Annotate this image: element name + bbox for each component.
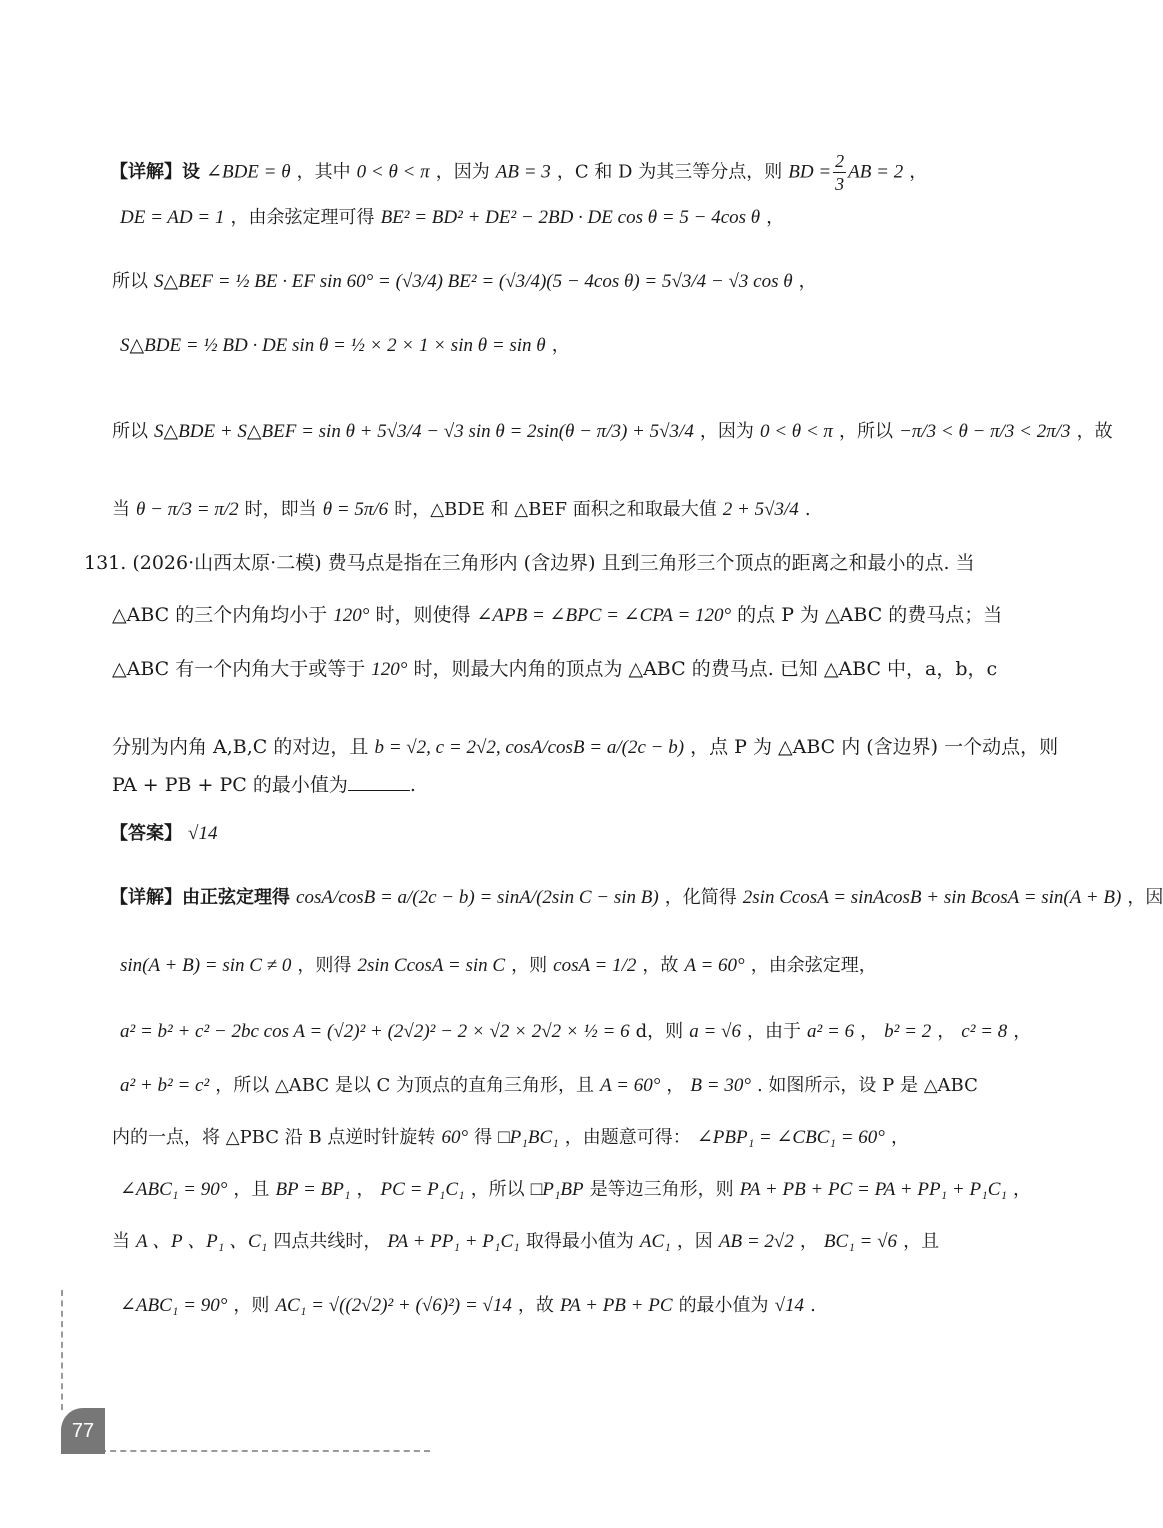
text: ，	[551, 335, 570, 356]
math: ∠APB = ∠BPC = ∠CPA = 120°	[476, 605, 732, 626]
math: cosA = 1/2	[553, 955, 637, 976]
math: B = 30°	[690, 1075, 751, 1096]
text: ，所以 △ABC 是以 C 为顶点的直角三角形，且	[215, 1075, 595, 1096]
fraction: $\frac{2}{3}$	[835, 151, 845, 194]
math: θ − π/3 = π/2	[136, 499, 239, 520]
q131-line-3	[112, 656, 997, 683]
math: AB = 2√2	[718, 1231, 794, 1252]
math: S△BEF = ½ BE · EF sin 60° = (√3/4) BE² = (√3/4)(5 − 4cos θ) = 5√3/4 − √3 cos θ	[154, 271, 793, 292]
text: ，	[1013, 1179, 1032, 1200]
answer-label: 【答案】	[110, 823, 182, 844]
math: a² = b² + c² − 2bc cos A = (√2)² + (2√2)² − 2 × √2 × 2√2 × ½ = 6	[120, 1021, 630, 1042]
math: PA + PP₁ + P₁C₁	[387, 1231, 520, 1252]
q131-line-2	[112, 602, 1002, 629]
math: BE² = BD² + DE² − 2BD · DE cos θ = 5 − 4cos θ	[380, 207, 761, 228]
text: d，则	[635, 1021, 684, 1042]
math: ∠BDE = θ	[206, 161, 291, 183]
math: 120°	[371, 659, 408, 680]
text: ，由题意可得：	[564, 1127, 691, 1148]
detail-label: 【详解】设	[110, 161, 200, 183]
text: 的最小值为	[678, 1295, 769, 1316]
text: 是等边三角形，则	[589, 1179, 734, 1200]
text: .	[810, 1295, 816, 1316]
footer-dashed-vertical	[61, 1290, 63, 1410]
math: ∠ABC₁ = 90°	[120, 1295, 228, 1316]
text: 当	[112, 499, 130, 520]
math: S△BDE + S△BEF = sin θ + 5√3/4 − √3 sin θ = 2sin(θ − π/3) + 5√3/4	[154, 421, 694, 442]
math: 0 < θ < π	[759, 421, 833, 442]
sol1-line-5	[112, 418, 1113, 445]
math: 120°	[333, 605, 370, 626]
text: ，因为	[435, 161, 490, 183]
text: 时，则最大内角的顶点为 △ABC 的费马点. 已知 △ABC 中，a，b，c	[413, 658, 998, 680]
text: 取得最小值为	[525, 1231, 634, 1252]
text: .	[409, 774, 416, 796]
math: A = 60°	[684, 955, 745, 976]
text: ，	[666, 1075, 685, 1096]
text: 得	[474, 1127, 493, 1148]
math: cosA/cosB = a/(2c − b) = sinA/(2sin C − sin B)	[296, 887, 659, 908]
answer-value: √14	[188, 823, 218, 844]
answer-line	[110, 820, 217, 847]
math: DE = AD = 1	[120, 207, 225, 228]
text: ，点 P 为 △ABC 内 (含边界) 一个动点，则	[690, 736, 1059, 758]
footer-dashed-horizontal	[100, 1450, 430, 1452]
text: △ABC 有一个内角大于或等于	[112, 658, 366, 680]
math: □P₁BC₁	[498, 1127, 559, 1148]
answer-blank	[348, 772, 410, 791]
text: ，则	[511, 955, 548, 976]
math: ∠ABC₁ = 90°	[120, 1179, 228, 1200]
math: AC₁	[639, 1231, 671, 1252]
text: 分别为内角 A,B,C 的对边，且	[112, 736, 369, 758]
text: ，由余弦定理可得	[230, 207, 375, 228]
math: 0 < θ < π	[356, 161, 430, 183]
text: ，	[937, 1021, 956, 1042]
text: ，	[860, 1021, 879, 1042]
text: ，故	[1076, 421, 1113, 442]
math: sin(A + B) = sin C ≠ 0	[120, 955, 292, 976]
sol2-line-2	[120, 952, 877, 979]
text: PA + PB + PC 的最小值为	[112, 774, 348, 796]
text: 所以	[112, 421, 148, 442]
sol2-line-3	[120, 1018, 1031, 1045]
math: b² = 2	[884, 1021, 932, 1042]
math: 2sin CcosA = sinAcosB + sin BcosA = sin(A + B)	[742, 887, 1122, 908]
text: ，且	[233, 1179, 270, 1200]
text: ，则	[233, 1295, 270, 1316]
text: ，因	[1127, 887, 1163, 908]
text: ，	[890, 1127, 909, 1148]
text: ，所以	[838, 421, 893, 442]
math: ∠PBP₁ = ∠CBC₁ = 60°	[696, 1127, 885, 1148]
sol1-line-4	[120, 332, 570, 359]
text: ，其中	[296, 161, 351, 183]
math: AB = 3	[495, 161, 551, 183]
sol1-line-2	[120, 204, 784, 231]
math: PA + PB + PC	[559, 1295, 673, 1316]
text: ，因	[676, 1231, 713, 1252]
sol2-line-6	[120, 1176, 1031, 1203]
text: 时，则使得	[375, 604, 471, 626]
text: ，	[798, 271, 817, 292]
text: ，C 和 D 为其三等分点，则	[556, 161, 783, 183]
sol2-line-1	[110, 884, 1163, 911]
q131-line-1	[84, 550, 975, 576]
text: 四点共线时，	[273, 1231, 382, 1252]
math: BC₁ = √6	[823, 1231, 898, 1252]
math: BP = BP₁	[275, 1179, 351, 1200]
text: ，因为	[699, 421, 754, 442]
sol2-line-7	[112, 1228, 939, 1255]
math: PC = P₁C₁	[380, 1179, 465, 1200]
text: ，	[356, 1179, 375, 1200]
math: √14	[774, 1295, 805, 1316]
sol1-line-3	[112, 268, 817, 295]
math: b = √2, c = 2√2, cosA/cosB = a/(2c − b)	[374, 737, 685, 758]
text: ，由于	[747, 1021, 801, 1042]
math: 60°	[441, 1127, 469, 1148]
text: 时，△BDE 和 △BEF 面积之和取最大值	[394, 499, 717, 520]
math: c² = 8	[961, 1021, 1008, 1042]
text: ，化简得	[664, 887, 737, 908]
text: △ABC 的三个内角均小于	[112, 604, 328, 626]
text: ，且	[903, 1231, 940, 1252]
math: A = 60°	[600, 1075, 661, 1096]
text: ，故	[642, 955, 679, 976]
math: a² + b² = c²	[120, 1075, 210, 1096]
sol2-line-5	[112, 1124, 909, 1151]
math: AB = 2	[848, 161, 904, 183]
text: ，则得	[297, 955, 352, 976]
sol2-line-8	[120, 1292, 816, 1319]
text: ，	[766, 207, 785, 228]
text: ，由余弦定理，	[750, 955, 877, 976]
math: □P₁BP	[530, 1179, 584, 1200]
math: θ = 5π/6	[322, 499, 389, 520]
math: a² = 6	[807, 1021, 855, 1042]
q131-line-4	[112, 734, 1058, 761]
math: −π/3 < θ − π/3 < 2π/3	[899, 421, 1071, 442]
text: 当	[112, 1231, 130, 1252]
math: S△BDE = ½ BD · DE sin θ = ½ × 2 × 1 × sin θ = sin θ	[120, 335, 546, 356]
text: .	[804, 499, 811, 520]
detail-label: 【详解】由正弦定理得	[110, 887, 290, 908]
math: AC₁ = √((2√2)² + (√6)²) = √14	[275, 1295, 512, 1316]
sol2-line-4	[120, 1072, 978, 1099]
math: PA + PB + PC = PA + PP₁ + P₁C₁	[739, 1179, 1007, 1200]
text: ，所以	[470, 1179, 525, 1200]
sol1-line-1	[110, 150, 927, 195]
q131-line-5	[112, 772, 416, 798]
math: 2sin CcosA = sin C	[357, 955, 506, 976]
question-text: 131. (2026·山西太原·二模) 费马点是指在三角形内 (含边界) 且到三角形三个顶点的距离之和最小的点. 当	[84, 552, 975, 574]
sol1-line-6	[112, 496, 811, 523]
math: a = √6	[689, 1021, 741, 1042]
text: 内的一点，将 △PBC 沿 B 点逆时针旋转	[112, 1127, 436, 1148]
text: 的点 P 为 △ABC 的费马点；当	[737, 604, 1003, 626]
text: ，故	[517, 1295, 554, 1316]
math: A 、P 、P₁ 、C₁	[136, 1231, 268, 1252]
page-number: 77	[61, 1408, 105, 1454]
math: BD =	[788, 161, 832, 183]
text: ，	[1013, 1021, 1032, 1042]
math: 2 + 5√3/4	[722, 499, 799, 520]
text: . 如图所示，设 P 是 △ABC	[756, 1075, 978, 1096]
text: 所以	[112, 271, 148, 292]
text: ，	[909, 161, 928, 183]
text: 时，即当	[244, 499, 317, 520]
text: ，	[799, 1231, 818, 1252]
